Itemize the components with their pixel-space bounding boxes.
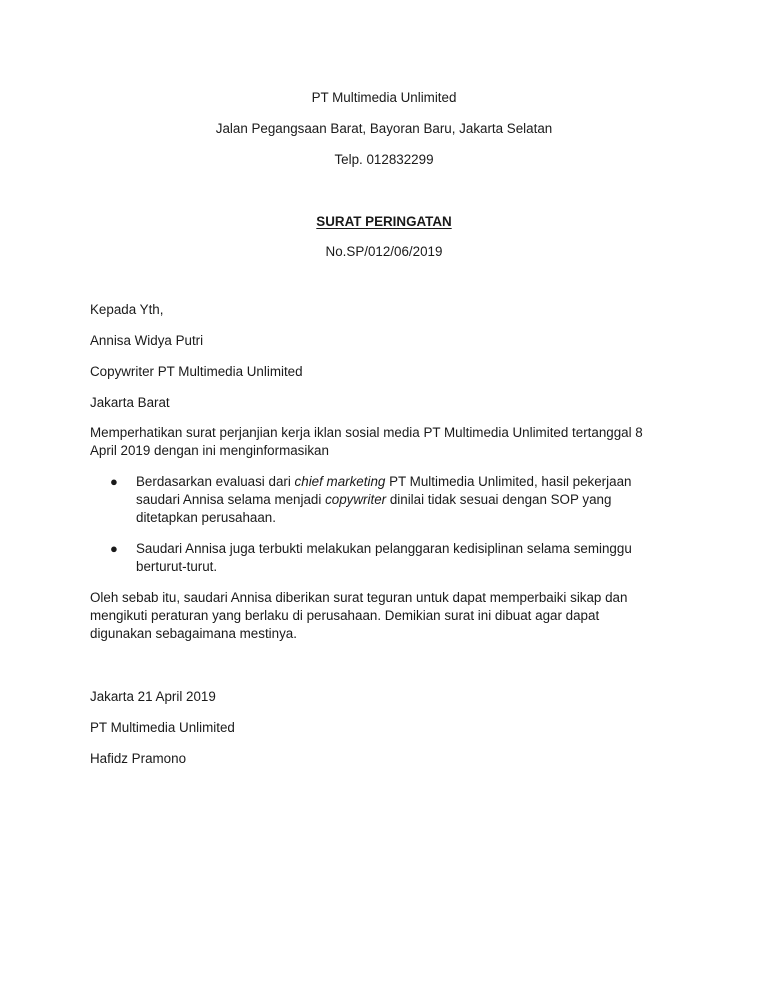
emphasis-chief-marketing: chief marketing xyxy=(294,474,386,489)
recipient-position: Copywriter PT Multimedia Unlimited xyxy=(90,364,303,379)
bullet-marker: ● xyxy=(110,474,118,489)
recipient-name: Annisa Widya Putri xyxy=(90,333,204,348)
company-name: PT Multimedia Unlimited xyxy=(311,90,457,105)
recipient-city: Jakarta Barat xyxy=(90,395,170,410)
intro-paragraph xyxy=(90,424,680,460)
emphasis-copywriter: copywriter xyxy=(325,492,387,507)
company-phone: Telp. 012832299 xyxy=(334,152,434,167)
intro-line: April 2019 dengan ini menginformasikan xyxy=(90,443,329,458)
bullet-item-discipline xyxy=(136,540,666,576)
closing-line: Oleh sebab itu, saudari Annisa diberikan surat teguran untuk dapat memperbaiki sikap dan xyxy=(90,590,628,605)
bullet-line: berturut-turut. xyxy=(136,559,218,574)
salutation: Kepada Yth, xyxy=(90,302,164,317)
place-date: Jakarta 21 April 2019 xyxy=(90,689,216,704)
bullet-line: Berdasarkan evaluasi dari chief marketing PT Multimedia Unlimited, hasil pekerjaan xyxy=(136,474,632,489)
bullet-line: saudari Annisa selama menjadi copywriter dinilai tidak sesuai dengan SOP yang xyxy=(136,492,612,507)
bullet-marker: ● xyxy=(110,541,118,556)
company-address: Jalan Pegangsaan Barat, Bayoran Baru, Jakarta Selatan xyxy=(215,121,553,136)
intro-line: Memperhatikan surat perjanjian kerja iklan sosial media PT Multimedia Unlimited tertanggal 8 xyxy=(90,425,643,440)
bullet-line: Saudari Annisa juga terbukti melakukan pelanggaran kedisiplinan selama seminggu xyxy=(136,541,632,556)
letter-title: SURAT PERINGATAN xyxy=(316,214,452,229)
bullet-item-evaluation xyxy=(136,473,666,527)
closing-line: digunakan sebagaimana mestinya. xyxy=(90,626,297,641)
closing-line: mengikuti peraturan yang berlaku di perusahaan. Demikian surat ini dibuat agar dapat xyxy=(90,608,600,623)
closing-paragraph xyxy=(90,589,680,643)
signature-company: PT Multimedia Unlimited xyxy=(90,720,235,735)
signer-name: Hafidz Pramono xyxy=(90,751,187,766)
bullet-line: ditetapkan perusahaan. xyxy=(136,510,276,525)
letter-number: No.SP/012/06/2019 xyxy=(325,244,443,259)
